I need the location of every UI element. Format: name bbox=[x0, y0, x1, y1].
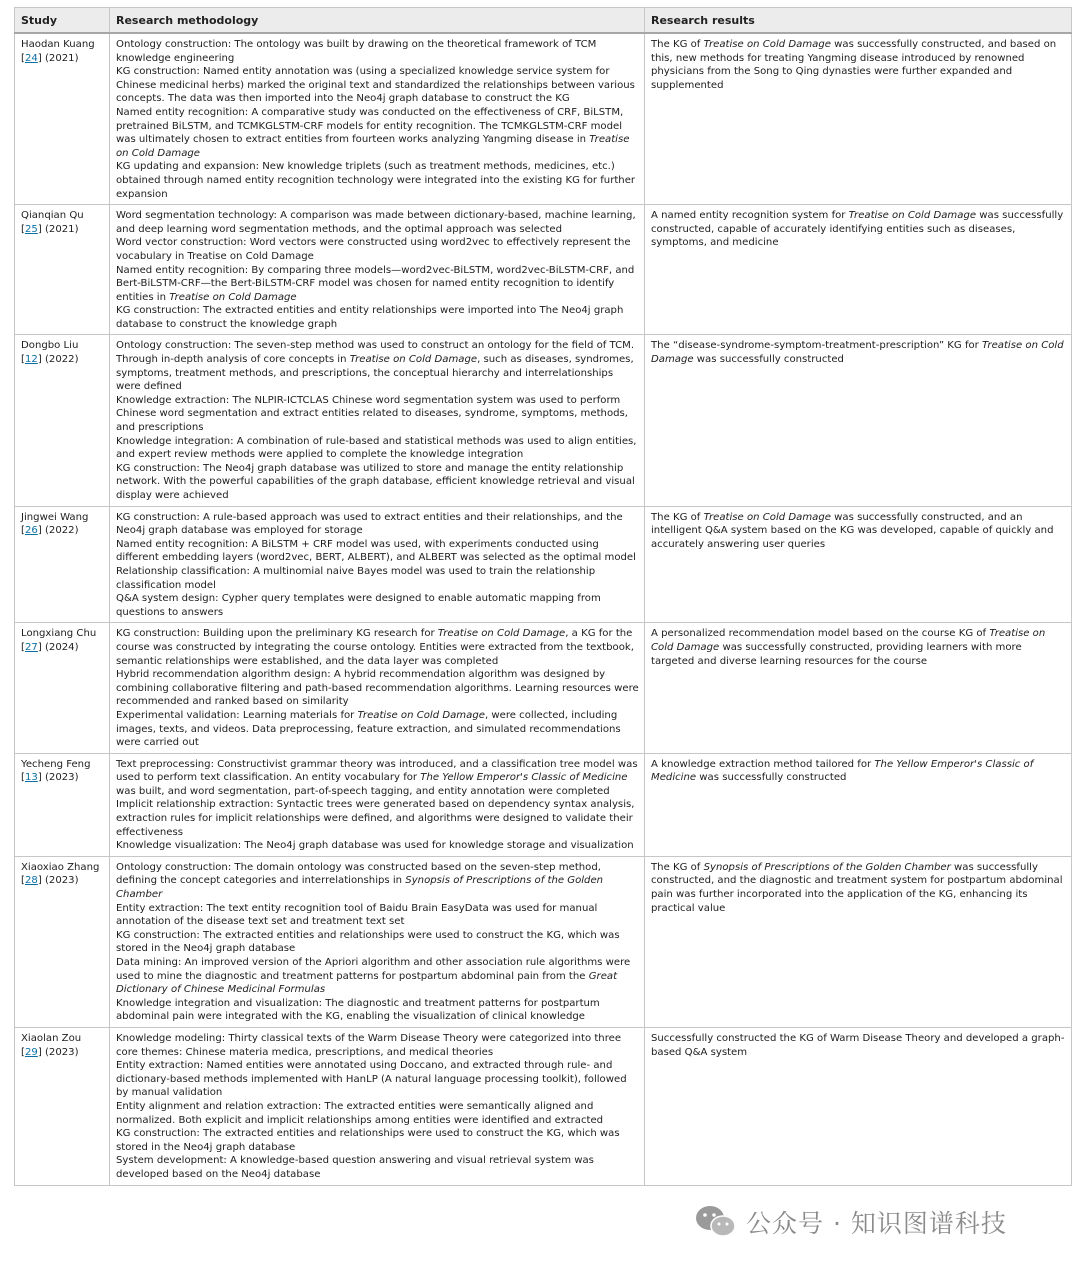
methodology-line bbox=[116, 38, 639, 65]
study-author: Longxiang Chu bbox=[21, 628, 97, 640]
methodology-line bbox=[116, 236, 639, 263]
book-title: Synopsis of Prescriptions of the Golden Chamber bbox=[703, 861, 951, 873]
wechat-icon bbox=[694, 1204, 738, 1240]
text-run: was successfully constructed, and based on this, new methods for treating Yangming disease introduced by renowned physicians from the Song to Qing dynasties were further expanded and supplemented bbox=[651, 39, 1057, 91]
text-run: Knowledge integration and visualization: The diagnostic and treatment patterns for postpartum abdominal pain were integrated with the KG, enabling the visualization of clinical knowledge bbox=[116, 997, 600, 1023]
methodology-line bbox=[116, 565, 639, 592]
text-run: Knowledge integration: A combination of rule-based and statistical methods was used to align entities, and expert review methods were applied to complete the knowledge integration bbox=[116, 435, 637, 461]
text-run: Named entity recognition: A BiLSTM + CRF model was used, with experiments conducted using different embedding layers (word2vec, BERT, ALBERT), and ALBERT was selected as the optimal model bbox=[116, 538, 636, 564]
methodology-line bbox=[116, 538, 639, 565]
methodology-line bbox=[116, 798, 639, 839]
methodology-cell bbox=[110, 205, 645, 335]
study-author: Haodan Kuang bbox=[21, 39, 95, 50]
book-title: Treatise on Cold Damage bbox=[703, 511, 831, 523]
study-author: Jingwei Wang bbox=[21, 511, 89, 523]
text-run: A named entity recognition system for bbox=[651, 210, 849, 222]
book-title: Treatise on Cold Damage bbox=[703, 39, 831, 50]
study-citation: [12] (2022) bbox=[21, 354, 79, 366]
text-run: Ontology construction: The seven-step method was used to construct an ontology for the field of TCM. Through in-depth analysis of core concepts in bbox=[116, 340, 635, 366]
results-cell bbox=[645, 1027, 1072, 1185]
results-cell bbox=[645, 506, 1072, 623]
study-year: (2021) bbox=[44, 52, 79, 64]
text-run: KG construction: The extracted entities and relationships were used to construct the KG, which was stored in the Neo4j graph database bbox=[116, 929, 620, 955]
methodology-line bbox=[116, 1127, 639, 1154]
text-run: was successfully constructed, capable of accurately identifying entities such as diseases, symptoms, and medicine bbox=[651, 210, 1064, 249]
text-run: A knowledge extraction method tailored for bbox=[651, 758, 875, 770]
methodology-line bbox=[116, 65, 639, 106]
text-run: was built, and word segmentation, part-of-speech tagging, and entity annotation were completed bbox=[116, 785, 610, 797]
table-row bbox=[15, 623, 1072, 753]
methodology-cell bbox=[110, 506, 645, 623]
header-study: Study bbox=[15, 8, 110, 34]
study-citation: [25] (2021) bbox=[21, 223, 79, 235]
methodology-line bbox=[116, 956, 639, 997]
book-title: Treatise on Cold Damage bbox=[116, 134, 630, 159]
book-title: Synopsis of Prescriptions of the Golden Chamber bbox=[116, 875, 604, 901]
study-year: (2021) bbox=[44, 223, 79, 235]
methodology-line bbox=[116, 839, 639, 853]
text-run: Data mining: An improved version of the Apriori algorithm and other association rule algorithms were used to mine the diagnostic and treatment patterns for postpartum abdominal pain from the bbox=[116, 957, 631, 982]
study-author: Xiaolan Zou bbox=[21, 1032, 82, 1044]
text-run: Named entity recognition: By comparing three models—word2vec-BiLSTM, word2vec-BiLSTM-CRF, and Bert-BiLSTM-CRF—the Bert-BiLSTM-CRF model was chosen for named entity recognition to identify entities in bbox=[116, 264, 635, 303]
text-run: Entity alignment and relation extraction: The extracted entities were semantically aligned and normalized. Both explicit and implicit relationships among entities were identified and extracted bbox=[116, 1100, 604, 1126]
study-cell bbox=[15, 623, 110, 753]
study-year: (2022) bbox=[44, 525, 79, 537]
text-run: Experimental validation: Learning materials for bbox=[116, 709, 358, 721]
methodology-line bbox=[116, 435, 639, 462]
table-row bbox=[15, 506, 1072, 623]
study-cell bbox=[15, 856, 110, 1027]
results-line bbox=[651, 1032, 1066, 1059]
text-run: Text preprocessing: Constructivist grammar theory was introduced, and a classification tree model was used to perform text classification. An entity vocabulary for bbox=[116, 758, 638, 784]
methodology-line bbox=[116, 668, 639, 709]
text-run: Implicit relationship extraction: Syntactic trees were generated based on dependency syntax analysis, extraction rules for implicit relationships were defined, and algorithms were designed to validate their effectiveness bbox=[116, 799, 635, 838]
book-title: Treatise on Cold Damage bbox=[349, 354, 478, 366]
text-run: , were collected, including images, texts, and videos. Data preprocessing, feature extraction, and simulated recommendations were carried out bbox=[116, 709, 621, 749]
table-row bbox=[15, 753, 1072, 856]
table-row bbox=[15, 856, 1072, 1027]
book-title: The Yellow Emperor's Classic of Medicine bbox=[651, 758, 1034, 784]
reference-link[interactable]: 29 bbox=[24, 1046, 38, 1058]
results-line bbox=[651, 209, 1066, 250]
header-methodology: Research methodology bbox=[110, 8, 645, 34]
study-cell bbox=[15, 335, 110, 506]
reference-link[interactable]: 12 bbox=[24, 354, 38, 366]
text-run: KG construction: Named entity annotation was (using a specialized knowledge service system for Chinese medicinal herbs) marked the original text and standardized the relationships between various concepts. The data was then imported into the Neo4j graph database to construct the KG bbox=[116, 66, 635, 105]
text-run: KG construction: The Neo4j graph database was utilized to store and manage the entity relationship network. With the powerful capabilities of the graph database, efficient knowledge retrieval and visual display were achieved bbox=[116, 462, 635, 501]
text-run: was successfully constructed, and an intelligent Q&A system based on the KG was developed, capable of quickly and accurately answering user queries bbox=[651, 511, 1054, 550]
text-run: Ontology construction: The domain ontology was constructed based on the seven-step method, defining the concept categories and interrelationships in bbox=[116, 861, 601, 887]
reference-link[interactable]: 25 bbox=[24, 223, 38, 235]
text-run: KG construction: A rule-based approach was used to extract entities and their relationships, and the Neo4j graph database was employed for storage bbox=[116, 511, 623, 537]
study-citation: [29] (2023) bbox=[21, 1046, 79, 1058]
methodology-line bbox=[116, 160, 639, 201]
methodology-line bbox=[116, 709, 639, 750]
text-run: The KG of bbox=[651, 39, 704, 50]
table-row bbox=[15, 205, 1072, 335]
text-run: A personalized recommendation model based on the course KG of bbox=[651, 628, 990, 640]
reference-link[interactable]: 27 bbox=[24, 641, 38, 653]
text-run: The “disease-syndrome-symptom-treatment-prescription” KG for bbox=[651, 340, 983, 352]
text-run: Knowledge extraction: The NLPIR-ICTCLAS Chinese word segmentation system was used to perform Chinese word segmentation and extract entities related to diseases, syndrome, symptoms, methods, and prescriptions bbox=[116, 394, 629, 434]
study-cell bbox=[15, 506, 110, 623]
text-run: was successfully constructed bbox=[693, 354, 844, 366]
results-line bbox=[651, 339, 1066, 366]
methodology-cell bbox=[110, 335, 645, 506]
reference-link[interactable]: 13 bbox=[24, 772, 38, 784]
results-cell bbox=[645, 623, 1072, 753]
study-citation: [13] (2023) bbox=[21, 772, 79, 784]
text-run: Named entity recognition: A comparative study was conducted on the effectiveness of CRF, BiLSTM, pretrained BiLSTM, and TCMKGLSTM-CRF models for entity recognition. The TCMKGLSTM-CRF model was ultimately chosen to extract entities from fourteen works analyzing Yangming disease in bbox=[116, 106, 624, 146]
book-title: Great Dictionary of Chinese Medicinal Formulas bbox=[116, 970, 618, 996]
text-run: Relationship classification: A multinomial naive Bayes model was used to train the relationship classification model bbox=[116, 565, 596, 591]
book-title: Treatise on Cold Damage bbox=[357, 709, 485, 721]
methodology-line bbox=[116, 339, 639, 393]
literature-table bbox=[14, 7, 1072, 1186]
results-line bbox=[651, 758, 1066, 785]
text-run: The KG of bbox=[651, 511, 704, 523]
text-run: KG construction: The extracted entities and relationships were used to construct the KG, which was stored in the Neo4j graph database bbox=[116, 1128, 620, 1153]
text-run: , such as diseases, syndromes, symptoms, treatment methods, and prescriptions, the conceptual hierarchy and interrelationships were defined bbox=[116, 354, 634, 393]
text-run: Knowledge modeling: Thirty classical texts of the Warm Disease Theory were categorized into three core themes: Chinese materia medica, prescriptions, and medical theories bbox=[116, 1032, 622, 1058]
text-run: Ontology construction: The ontology was built by drawing on the theoretical framework of TCM knowledge engineering bbox=[116, 39, 597, 64]
methodology-cell bbox=[110, 753, 645, 856]
study-year: (2023) bbox=[44, 875, 79, 887]
study-cell bbox=[15, 205, 110, 335]
methodology-line bbox=[116, 1059, 639, 1100]
methodology-line bbox=[116, 209, 639, 236]
table-header-row bbox=[15, 8, 1072, 34]
text-run: Q&A system design: Cypher query templates were designed to enable automatic mapping from questions to answers bbox=[116, 593, 601, 618]
text-run: Entity extraction: The text entity recognition tool of Baidu Brain EasyData was used for manual annotation of the disease text set and treatment text set bbox=[116, 902, 598, 928]
book-title: The Yellow Emperor's Classic of Medicine bbox=[420, 772, 628, 784]
study-year: (2023) bbox=[44, 772, 79, 784]
methodology-line bbox=[116, 627, 639, 668]
reference-link[interactable]: 26 bbox=[24, 525, 38, 537]
study-citation: [24] (2021) bbox=[21, 52, 79, 64]
results-cell bbox=[645, 856, 1072, 1027]
book-title: Treatise on Cold Damage bbox=[651, 340, 1064, 366]
watermark-text: 公众号 · 知识图谱科技 bbox=[746, 1209, 1007, 1238]
methodology-cell bbox=[110, 33, 645, 205]
methodology-cell bbox=[110, 1027, 645, 1185]
text-run: , a KG for the course was constructed by integrating the course ontology. Entities were extracted from the textbook, semantic relationships were established, and the data layer was completed bbox=[116, 628, 634, 667]
results-cell bbox=[645, 335, 1072, 506]
methodology-line bbox=[116, 106, 639, 160]
text-run: Word segmentation technology: A comparison was made between dictionary-based, machine learning, and deep learning word segmentation methods, and the optimal approach was selected bbox=[116, 210, 636, 235]
methodology-line bbox=[116, 462, 639, 503]
text-run: Word vector construction: Word vectors were constructed using word2vec to effectively represent the vocabulary in Treatise on Cold Damage bbox=[116, 237, 631, 262]
header-results: Research results bbox=[645, 8, 1072, 34]
study-year: (2023) bbox=[44, 1046, 79, 1058]
study-author: Yecheng Feng bbox=[21, 758, 91, 770]
study-citation: [27] (2024) bbox=[21, 641, 79, 653]
study-author: Qianqian Qu bbox=[21, 210, 84, 222]
methodology-line bbox=[116, 1032, 639, 1059]
methodology-line bbox=[116, 1154, 639, 1181]
methodology-line bbox=[116, 758, 639, 799]
results-line bbox=[651, 511, 1066, 552]
book-title: Treatise on Cold Damage bbox=[169, 291, 297, 303]
book-title: Treatise on Cold Damage bbox=[848, 210, 977, 222]
text-run: Knowledge visualization: The Neo4j graph database was used for knowledge storage and visualization bbox=[116, 840, 634, 852]
study-citation: [26] (2022) bbox=[21, 525, 79, 537]
text-run: was successfully constructed, and the diagnostic and treatment system for postpartum abdominal pain was further incorporated into the application of the KG, enhancing its practical value bbox=[651, 861, 1063, 914]
methodology-cell bbox=[110, 623, 645, 753]
methodology-line bbox=[116, 1100, 639, 1127]
book-title: Treatise on Cold Damage bbox=[651, 628, 1046, 653]
methodology-line bbox=[116, 264, 639, 305]
text-run: Entity extraction: Named entities were annotated using Doccano, and extracted through rule- and dictionary-based methods implemented with HanLP (A natural language processing toolkit), followed by manual validation bbox=[116, 1060, 627, 1099]
text-run: The KG of bbox=[651, 861, 704, 873]
results-line bbox=[651, 627, 1066, 668]
book-title: Treatise on Cold Damage bbox=[437, 628, 566, 640]
results-cell bbox=[645, 205, 1072, 335]
results-cell bbox=[645, 753, 1072, 856]
text-run: KG updating and expansion: New knowledge triplets (such as treatment methods, medicines, etc.) obtained through named entity recognition technology were integrated into the existing KG for further expansion bbox=[116, 161, 636, 200]
methodology-line bbox=[116, 902, 639, 929]
reference-link[interactable]: 24 bbox=[24, 52, 38, 64]
study-year: (2022) bbox=[44, 354, 79, 366]
reference-link[interactable]: 28 bbox=[24, 875, 38, 887]
text-run: was successfully constructed bbox=[696, 772, 847, 784]
study-cell bbox=[15, 33, 110, 205]
text-run: Successfully constructed the KG of Warm Disease Theory and developed a graph-based Q&A system bbox=[651, 1032, 1065, 1058]
table-row bbox=[15, 335, 1072, 506]
text-run: KG construction: Building upon the preliminary KG research for bbox=[116, 628, 438, 640]
text-run: KG construction: The extracted entities and entity relationships were imported into The Neo4j graph database to construct the knowledge graph bbox=[116, 305, 624, 330]
methodology-line bbox=[116, 511, 639, 538]
results-cell bbox=[645, 33, 1072, 205]
methodology-line bbox=[116, 929, 639, 956]
table-row bbox=[15, 1027, 1072, 1185]
study-citation: [28] (2023) bbox=[21, 875, 79, 887]
results-line bbox=[651, 861, 1066, 915]
study-cell bbox=[15, 753, 110, 856]
text-run: Hybrid recommendation algorithm design: A hybrid recommendation algorithm was designed by combining collaborative filtering and path-based recommendation algorithms. Learning resources were recommended and ranked based on similarity bbox=[116, 669, 639, 708]
methodology-line bbox=[116, 861, 639, 902]
table-row bbox=[15, 33, 1072, 205]
methodology-line bbox=[116, 592, 639, 619]
results-line bbox=[651, 38, 1066, 92]
study-cell bbox=[15, 1027, 110, 1185]
text-run: System development: A knowledge-based question answering and visual retrieval system was developed based on the Neo4j database bbox=[116, 1155, 594, 1180]
methodology-cell bbox=[110, 856, 645, 1027]
study-author: Xiaoxiao Zhang bbox=[21, 861, 100, 873]
study-author: Dongbo Liu bbox=[21, 340, 79, 352]
methodology-line bbox=[116, 394, 639, 435]
methodology-line bbox=[116, 304, 639, 331]
text-run: was successfully constructed, providing learners with more targeted and diverse learning resources for the course bbox=[651, 641, 1022, 667]
watermark bbox=[694, 1202, 1007, 1242]
study-year: (2024) bbox=[44, 641, 79, 653]
methodology-line bbox=[116, 997, 639, 1024]
